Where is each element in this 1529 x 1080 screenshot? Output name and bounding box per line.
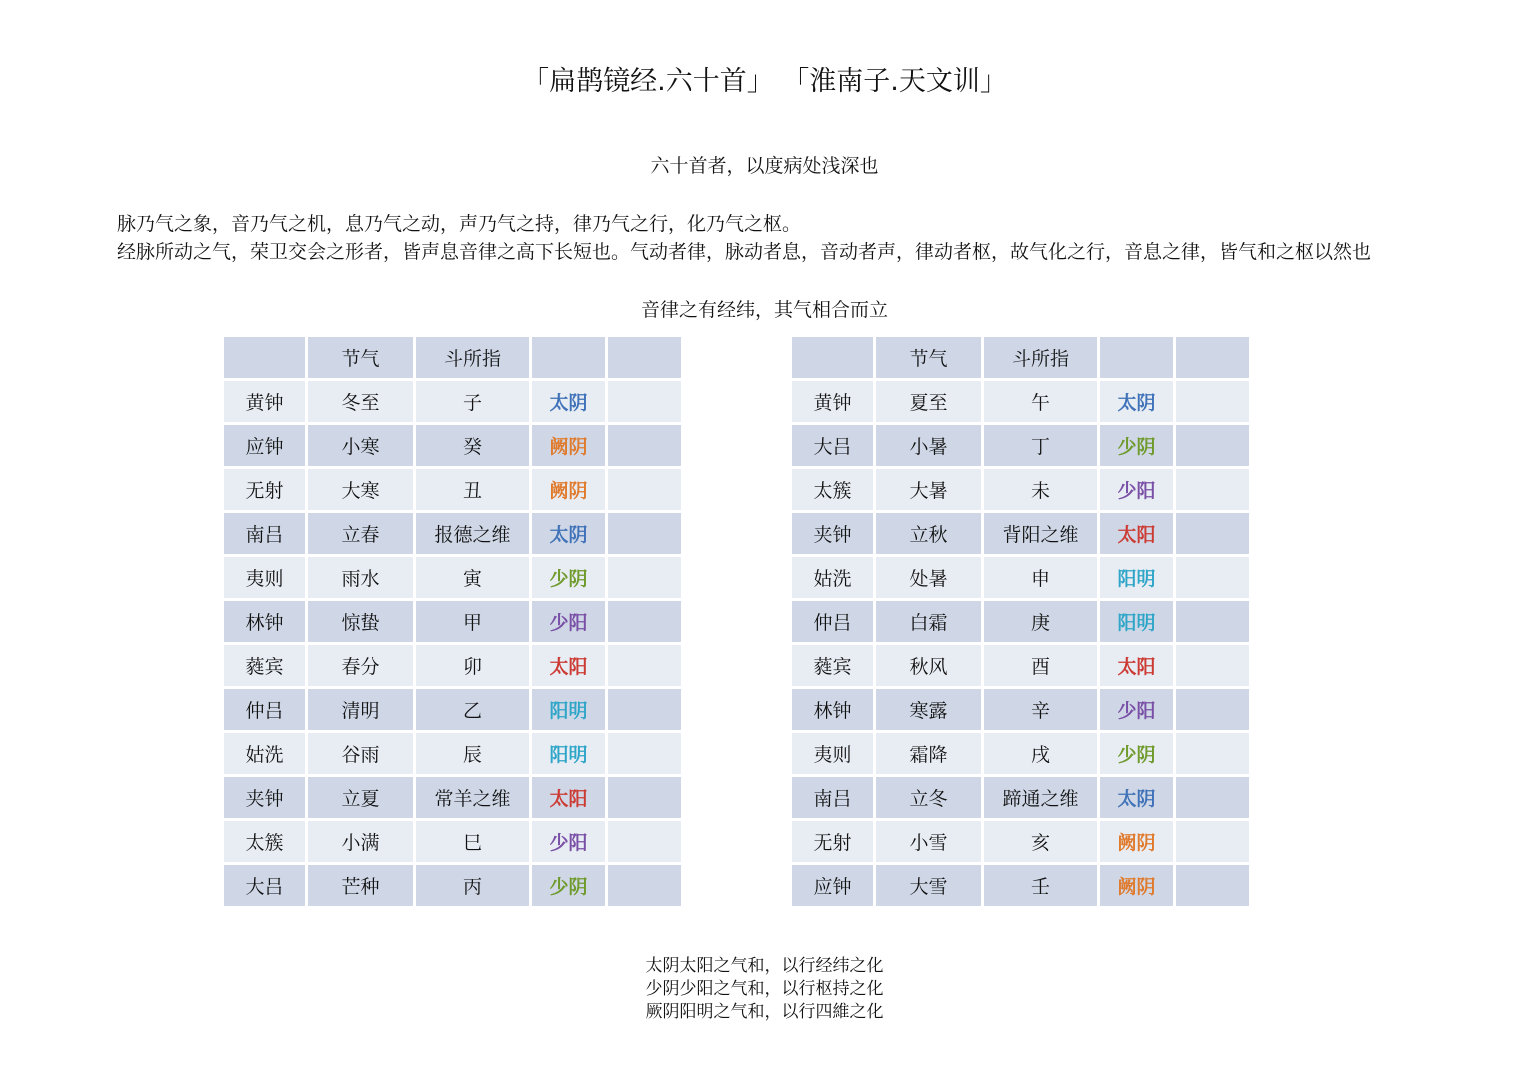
qi-cell: 少阳 [1100, 689, 1173, 730]
empty-cell [608, 777, 681, 818]
table-header-row [224, 337, 681, 378]
qi-cell: 少阳 [1100, 469, 1173, 510]
empty-cell [608, 425, 681, 466]
empty-cell [1176, 689, 1249, 730]
subtitle: 六十首者，以度病处浅深也 [650, 155, 879, 177]
empty-cell [608, 645, 681, 686]
dou-cell: 丁 [984, 425, 1097, 466]
lu-cell: 夹钟 [792, 513, 873, 554]
header-cell-jieqi: 节气 [876, 337, 981, 378]
dou-cell: 癸 [416, 425, 529, 466]
intro-line-2: 经脉所动之气，荣卫交会之形者，皆声息音律之高下长短也。气动者律，脉动者息，音动者声，律动者枢，故气化之行，音息之律，皆气和之枢以然也 [117, 241, 1372, 263]
lu-cell: 林钟 [224, 601, 305, 642]
lu-cell: 黄钟 [792, 381, 873, 422]
jieqi-cell: 寒露 [876, 689, 981, 730]
footer-line-2: 少阴少阳之气和，以行枢持之化 [645, 979, 884, 999]
qi-cell: 阙阴 [1100, 821, 1173, 862]
header-cell-lu [792, 337, 873, 378]
dou-cell: 子 [416, 381, 529, 422]
table-row [792, 689, 1249, 730]
lu-cell: 蕤宾 [224, 645, 305, 686]
page-title: 「扁鹊镜经.六十首」 「淮南子.天文训」 [522, 66, 1007, 97]
dou-cell: 寅 [416, 557, 529, 598]
empty-cell [1176, 557, 1249, 598]
qi-cell: 少阳 [532, 601, 605, 642]
qi-cell: 阳明 [532, 733, 605, 774]
empty-cell [608, 381, 681, 422]
table-row [792, 381, 1249, 422]
table-row [792, 865, 1249, 906]
lu-cell: 夷则 [792, 733, 873, 774]
table-row [792, 513, 1249, 554]
qi-cell: 阙阴 [532, 469, 605, 510]
dou-cell: 丙 [416, 865, 529, 906]
empty-cell [1176, 425, 1249, 466]
jieqi-cell: 小雪 [876, 821, 981, 862]
jieqi-cell: 霜降 [876, 733, 981, 774]
empty-cell [608, 557, 681, 598]
lu-cell: 黄钟 [224, 381, 305, 422]
qi-cell: 少阴 [532, 865, 605, 906]
empty-cell [1176, 601, 1249, 642]
dou-cell: 亥 [984, 821, 1097, 862]
table-row [224, 645, 681, 686]
qi-cell: 太阴 [532, 513, 605, 554]
dou-cell: 乙 [416, 689, 529, 730]
lu-cell: 太簇 [792, 469, 873, 510]
jieqi-cell: 大暑 [876, 469, 981, 510]
lu-cell: 夷则 [224, 557, 305, 598]
lu-cell: 蕤宾 [792, 645, 873, 686]
dou-cell: 背阳之维 [984, 513, 1097, 554]
dou-cell: 午 [984, 381, 1097, 422]
dou-cell: 申 [984, 557, 1097, 598]
jieqi-cell: 春分 [308, 645, 413, 686]
jieqi-cell: 夏至 [876, 381, 981, 422]
qi-cell: 少阴 [1100, 425, 1173, 466]
lu-cell: 姑洗 [224, 733, 305, 774]
table-row [792, 469, 1249, 510]
empty-cell [1176, 381, 1249, 422]
empty-cell [1176, 469, 1249, 510]
header-cell-jieqi: 节气 [308, 337, 413, 378]
lu-cell: 无射 [224, 469, 305, 510]
jieqi-cell: 谷雨 [308, 733, 413, 774]
header-cell-qi [532, 337, 605, 378]
table-row [792, 557, 1249, 598]
header-cell-extra [608, 337, 681, 378]
dou-cell: 卯 [416, 645, 529, 686]
jieqi-cell: 立秋 [876, 513, 981, 554]
empty-cell [608, 513, 681, 554]
lu-cell: 南吕 [792, 777, 873, 818]
jieqi-cell: 清明 [308, 689, 413, 730]
lu-cell: 大吕 [792, 425, 873, 466]
dou-cell: 甲 [416, 601, 529, 642]
lu-cell: 太簇 [224, 821, 305, 862]
jieqi-cell: 白霜 [876, 601, 981, 642]
empty-cell [608, 469, 681, 510]
jieqi-cell: 立冬 [876, 777, 981, 818]
qi-cell: 阙阴 [532, 425, 605, 466]
table-row [224, 557, 681, 598]
lu-cell: 夹钟 [224, 777, 305, 818]
qi-cell: 太阳 [1100, 513, 1173, 554]
qi-cell: 阳明 [1100, 601, 1173, 642]
dou-cell: 庚 [984, 601, 1097, 642]
jieqi-cell: 小满 [308, 821, 413, 862]
dou-cell: 酉 [984, 645, 1097, 686]
qi-cell: 少阴 [1100, 733, 1173, 774]
table-row [224, 733, 681, 774]
empty-cell [1176, 513, 1249, 554]
jieqi-cell: 小暑 [876, 425, 981, 466]
lu-cell: 南吕 [224, 513, 305, 554]
qi-cell: 太阳 [532, 645, 605, 686]
jieqi-cell: 立春 [308, 513, 413, 554]
qi-cell: 阙阴 [1100, 865, 1173, 906]
table-row [792, 777, 1249, 818]
dou-cell: 蹄通之维 [984, 777, 1097, 818]
table-row [224, 425, 681, 466]
footer-line-3: 厥阴阳明之气和，以行四維之化 [645, 1002, 884, 1022]
jieqi-cell: 小寒 [308, 425, 413, 466]
header-cell-dou: 斗所指 [416, 337, 529, 378]
table-row [792, 601, 1249, 642]
table-row [792, 733, 1249, 774]
footer-notes [0, 955, 1529, 1024]
table-left [221, 334, 684, 909]
dou-cell: 辛 [984, 689, 1097, 730]
empty-cell [1176, 821, 1249, 862]
qi-cell: 太阳 [532, 777, 605, 818]
table-row [224, 777, 681, 818]
table-row [224, 821, 681, 862]
lu-cell: 应钟 [224, 425, 305, 466]
jieqi-cell: 惊蛰 [308, 601, 413, 642]
empty-cell [608, 821, 681, 862]
dou-cell: 戌 [984, 733, 1097, 774]
table-row [224, 469, 681, 510]
qi-cell: 太阴 [1100, 381, 1173, 422]
dou-cell: 常羊之维 [416, 777, 529, 818]
intro-line-1: 脉乃气之象，音乃气之机，息乃气之动，声乃气之持，律乃气之行，化乃气之枢。 [117, 213, 802, 235]
qi-cell: 太阴 [1100, 777, 1173, 818]
qi-cell: 少阴 [532, 557, 605, 598]
header-cell-lu [224, 337, 305, 378]
dou-cell: 巳 [416, 821, 529, 862]
qi-cell: 少阳 [532, 821, 605, 862]
jieqi-cell: 大雪 [876, 865, 981, 906]
table-row [224, 513, 681, 554]
lu-cell: 仲吕 [792, 601, 873, 642]
empty-cell [1176, 777, 1249, 818]
lu-cell: 无射 [792, 821, 873, 862]
table-row [792, 645, 1249, 686]
dou-cell: 辰 [416, 733, 529, 774]
intro-paragraph [117, 210, 1477, 266]
qi-cell: 太阳 [1100, 645, 1173, 686]
table-row [224, 601, 681, 642]
table-row [224, 689, 681, 730]
qi-cell: 阳明 [532, 689, 605, 730]
jieqi-cell: 雨水 [308, 557, 413, 598]
empty-cell [608, 601, 681, 642]
table-row [224, 381, 681, 422]
lu-cell: 仲吕 [224, 689, 305, 730]
jieqi-cell: 立夏 [308, 777, 413, 818]
empty-cell [608, 689, 681, 730]
jieqi-cell: 秋风 [876, 645, 981, 686]
header-cell-extra [1176, 337, 1249, 378]
dou-cell: 壬 [984, 865, 1097, 906]
jieqi-cell: 处暑 [876, 557, 981, 598]
table-right [789, 334, 1252, 909]
lu-cell: 应钟 [792, 865, 873, 906]
jieqi-cell: 冬至 [308, 381, 413, 422]
qi-cell: 阳明 [1100, 557, 1173, 598]
jieqi-cell: 芒种 [308, 865, 413, 906]
header-cell-dou: 斗所指 [984, 337, 1097, 378]
empty-cell [1176, 733, 1249, 774]
table-right-body [792, 337, 1249, 906]
dou-cell: 报德之维 [416, 513, 529, 554]
lu-cell: 姑洗 [792, 557, 873, 598]
empty-cell [1176, 865, 1249, 906]
section-heading: 音律之有经纬，其气相合而立 [640, 299, 888, 321]
table-row [792, 425, 1249, 466]
table-row [792, 821, 1249, 862]
lu-cell: 大吕 [224, 865, 305, 906]
dou-cell: 未 [984, 469, 1097, 510]
empty-cell [608, 733, 681, 774]
footer-line-1: 太阴太阳之气和，以行经纬之化 [645, 956, 884, 976]
empty-cell [608, 865, 681, 906]
table-row [224, 865, 681, 906]
table-header-row [792, 337, 1249, 378]
empty-cell [1176, 645, 1249, 686]
table-left-body [224, 337, 681, 906]
qi-cell: 太阴 [532, 381, 605, 422]
dou-cell: 丑 [416, 469, 529, 510]
lu-cell: 林钟 [792, 689, 873, 730]
header-cell-qi [1100, 337, 1173, 378]
jieqi-cell: 大寒 [308, 469, 413, 510]
